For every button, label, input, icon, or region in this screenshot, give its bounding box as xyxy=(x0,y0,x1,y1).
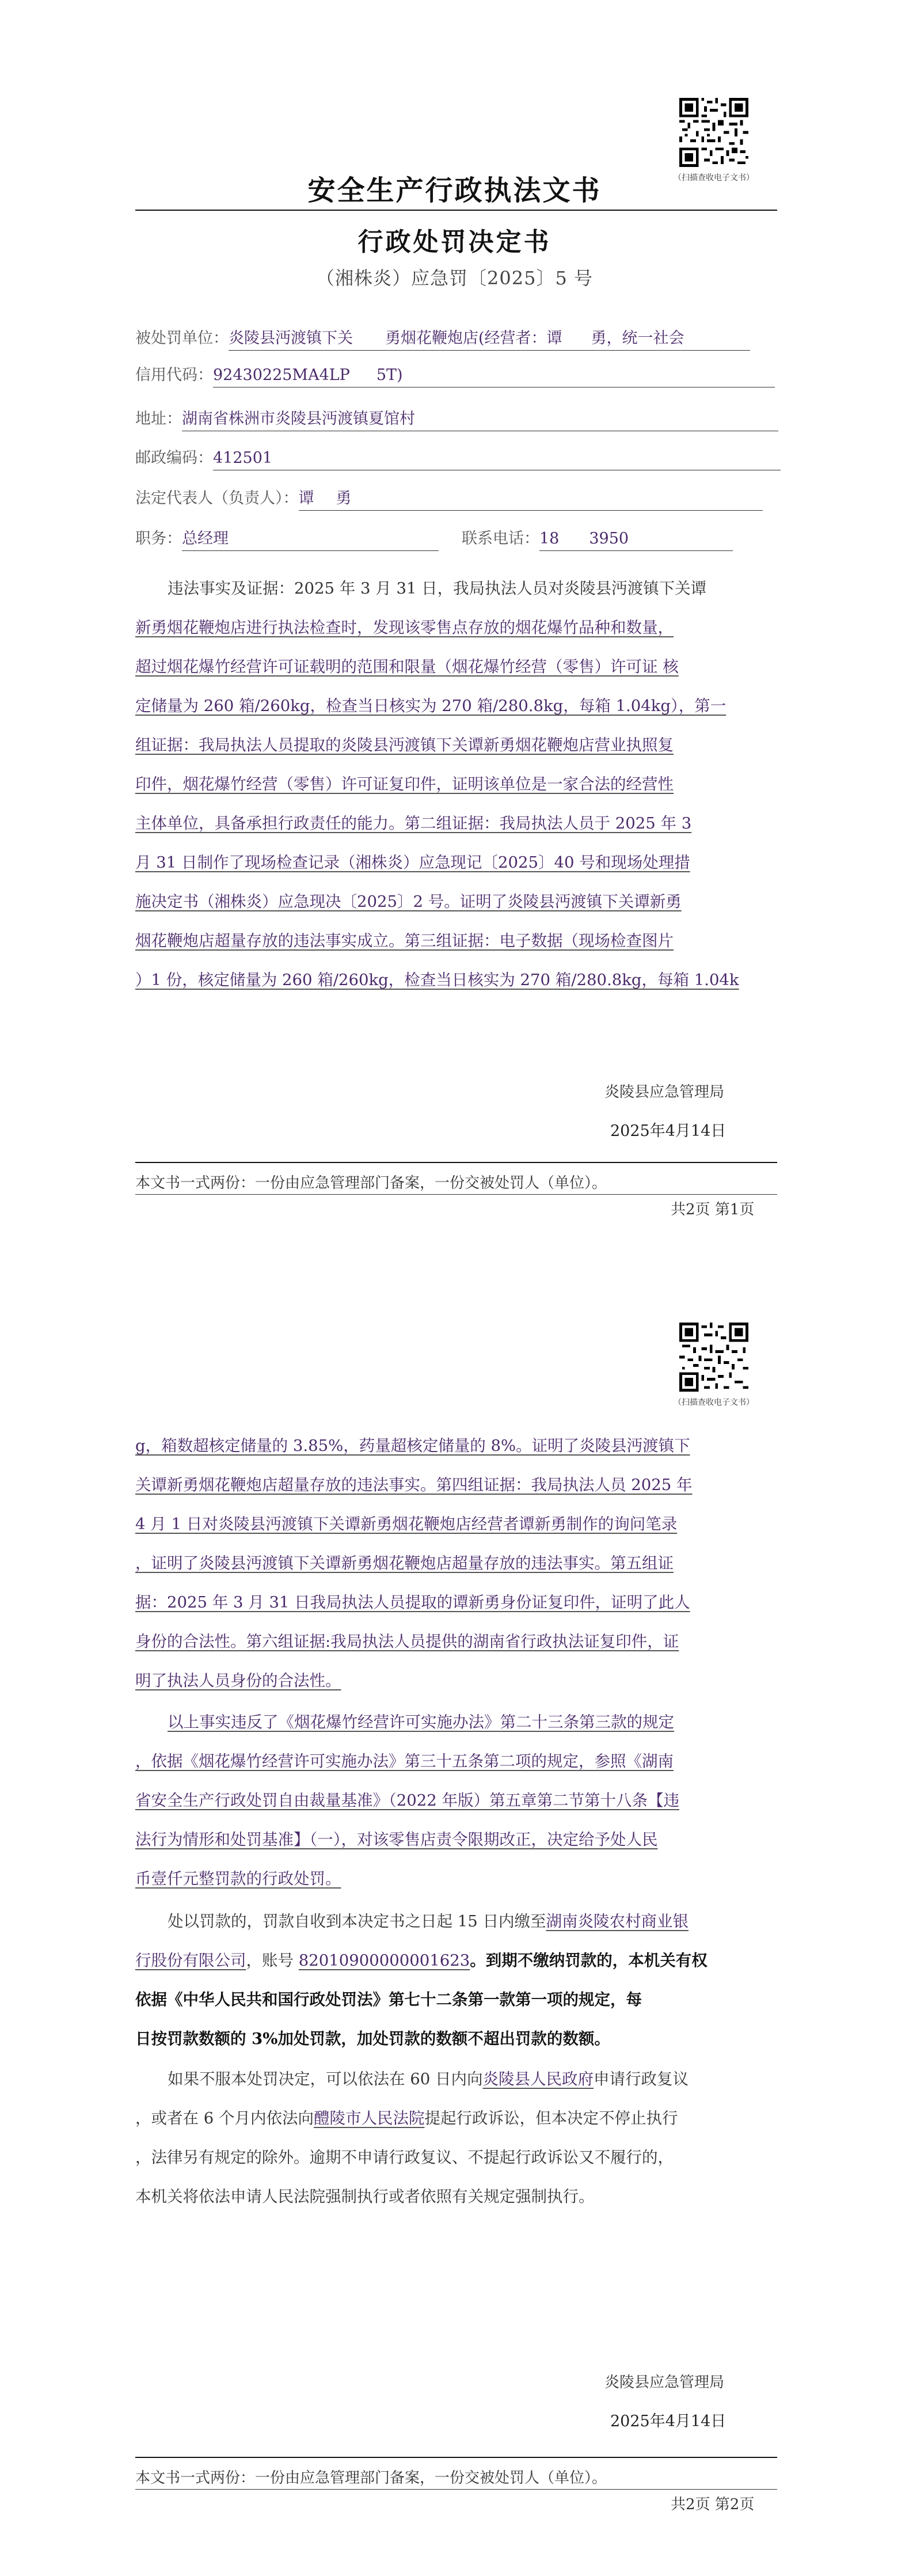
legal-rep-label: 法定代表人（负责人）： xyxy=(135,489,299,507)
legal-basis-line: ，依据《烟花爆竹经营许可实施办法》第三十五条第二项的规定，参照《湖南 xyxy=(135,1752,674,1770)
page-number: 共2页 第1页 xyxy=(671,1201,755,1218)
legal-rep-field xyxy=(135,487,763,511)
phone-label: 联系电话： xyxy=(462,530,539,548)
facts-evidence-paragraph xyxy=(135,569,777,1000)
facts-line: 印件，烟花爆竹经营（零售）许可证复印件，证明该单位是一家合法的经营性 xyxy=(135,775,674,793)
facts-line: g，箱数超核定储量的 3.85%，药量超核定储量的 8%。证明了炎陵县沔渡镇下 xyxy=(135,1437,690,1455)
document-page-2 xyxy=(0,1288,909,2576)
facts-line: 违法事实及证据：2025 年 3 月 31 日，我局执法人员对炎陵县沔渡镇下关谭 xyxy=(168,579,707,598)
appeal-line: ，法律另有规定的除外。逾期不申请行政复议、不提起行政诉讼又不履行的， xyxy=(135,2148,674,2167)
payment-paragraph xyxy=(135,1902,777,2058)
postcode-value: 412501 xyxy=(213,447,781,470)
address-value: 湖南省株洲市炎陵县沔渡镇夏馆村 xyxy=(182,408,778,431)
punished-party-field xyxy=(135,327,750,351)
facts-line: 施决定书（湘株炎）应急现决〔2025〕2 号。证明了炎陵县沔渡镇下关谭新勇 xyxy=(135,892,682,911)
facts-line: 明了执法人员身份的合法性。 xyxy=(135,1671,341,1690)
appeal-line: 本机关将依法申请人民法院强制执行或者依照有关规定强制执行。 xyxy=(135,2187,595,2206)
copies-footnote: 本文书一式两份：一份由应急管理部门备案，一份交被处罚人（单位）。 xyxy=(135,1175,607,1192)
facts-line: 主体单位，具备承担行政责任的能力。第二组证据：我局执法人员于 2025 年 3 xyxy=(135,814,692,833)
facts-line: 据：2025 年 3 月 31 日我局执法人员提取的谭新勇身份证复印件，证明了此人 xyxy=(135,1593,690,1612)
signature-date: 2025年4月14日 xyxy=(610,2412,727,2430)
court-name: 醴陵市人民法院 xyxy=(313,2109,425,2127)
facts-line: 超过烟花爆竹经营许可证载明的范围和限量（烟花爆竹经营（零售）许可证 核 xyxy=(135,658,679,676)
copies-footnote: 本文书一式两份：一份由应急管理部门备案，一份交被处罚人（单位）。 xyxy=(135,2469,607,2487)
postcode-field xyxy=(135,447,781,470)
position-label: 职务： xyxy=(135,530,182,548)
footer-divider-thin xyxy=(135,1194,777,1195)
footer-divider xyxy=(135,2457,777,2458)
payment-line: 处以罚款的，罚款自收到本决定书之日起 15 日内缴至湖南炎陵农村商业银 xyxy=(168,1912,689,1931)
payment-line: 行股份有限公司，账号 82010900000001623。到期不缴纳罚款的，本机关有权 xyxy=(135,1951,708,1970)
qr-code-icon xyxy=(679,98,748,167)
postcode-label: 邮政编码： xyxy=(135,449,213,467)
appeal-paragraph xyxy=(135,2060,777,2216)
legal-basis-paragraph xyxy=(135,1703,777,1898)
legal-rep-value: 谭 勇 xyxy=(299,487,763,511)
qr-caption: （扫描查收电子文书） xyxy=(674,173,754,183)
punished-party-label: 被处罚单位： xyxy=(135,329,229,347)
facts-line: 4 月 1 日对炎陵县沔渡镇下关谭新勇烟花鞭炮店经营者谭新勇制作的询问笔录 xyxy=(135,1515,678,1533)
appeal-line: 如果不服本处罚决定，可以依法在 60 日内向炎陵县人民政府申请行政复议 xyxy=(168,2070,689,2088)
legal-basis-line: 以上事实违反了《烟花爆竹经营许可实施办法》第二十三条第三款的规定 xyxy=(168,1713,674,1731)
facts-line: 新勇烟花鞭炮店进行执法检查时，发现该零售点存放的烟花爆竹品种和数量， xyxy=(135,618,674,637)
facts-line: 定储量为 260 箱/260kg，检查当日核实为 270 箱/280.8kg，每箱 1.04kg），第一 xyxy=(135,697,727,715)
footer-divider xyxy=(135,1162,777,1163)
credit-code-field xyxy=(135,364,775,387)
legal-basis-line: 法行为情形和处罚基准】（一），对该零售店责令限期改正，决定给予处人民 xyxy=(135,1830,658,1849)
account-number: 82010900000001623 xyxy=(298,1951,470,1970)
facts-line: 烟花鞭炮店超量存放的违法事实成立。第三组证据：电子数据（现场检查图片 xyxy=(135,932,674,950)
qr-caption: （扫描查收电子文书） xyxy=(674,1398,754,1407)
phone-value: 18 3950 xyxy=(539,527,733,551)
appeal-line: ，或者在 6 个月内依法向醴陵市人民法院提起行政诉讼，但本决定不停止执行 xyxy=(135,2109,678,2127)
qr-code-icon xyxy=(679,1323,748,1392)
review-authority: 炎陵县人民政府 xyxy=(482,2070,594,2088)
legal-basis-line: 币壹仟元整罚款的行政处罚。 xyxy=(135,1870,341,1888)
footer-divider-thin xyxy=(135,2489,777,2490)
facts-line: ，证明了炎陵县沔渡镇下关谭新勇烟花鞭炮店超量存放的违法事实。第五组证 xyxy=(135,1554,674,1572)
signature-date: 2025年4月14日 xyxy=(610,1122,727,1140)
legal-basis-line: 省安全生产行政处罚自由裁量基准》（2022 年版）第五章第二节第十八条【违 xyxy=(135,1791,679,1810)
punished-party-value: 炎陵县沔渡镇下关 勇烟花鞭炮店(经营者：谭 勇，统一社会 xyxy=(229,327,750,351)
bank-name: 湖南炎陵农村商业银 xyxy=(546,1912,689,1931)
payment-line: 日按罚款数额的 3%加处罚款，加处罚款的数额不超出罚款的数额。 xyxy=(135,2030,610,2048)
position-value: 总经理 xyxy=(182,527,439,551)
position-phone-field xyxy=(135,527,733,551)
document-title: 行政处罚决定书 xyxy=(357,227,552,257)
signature-organization: 炎陵县应急管理局 xyxy=(604,2374,725,2391)
facts-line: 关谭新勇烟花鞭炮店超量存放的违法事实。第四组证据：我局执法人员 2025 年 xyxy=(135,1476,693,1494)
address-label: 地址： xyxy=(135,410,182,428)
facts-line: 月 31 日制作了现场检查记录（湘株炎）应急现记〔2025〕40 号和现场处理措 xyxy=(135,853,690,872)
title-divider xyxy=(135,210,777,211)
payment-line: 依据《中华人民共和国行政处罚法》第七十二条第一款第一项的规定，每 xyxy=(135,1990,642,2009)
facts-line: 身份的合法性。第六组证据:我局执法人员提供的湖南省行政执法证复印件，证 xyxy=(135,1632,679,1651)
facts-line: 组证据：我局执法人员提取的炎陵县沔渡镇下关谭新勇烟花鞭炮店营业执照复 xyxy=(135,736,674,754)
credit-code-label: 信用代码： xyxy=(135,366,213,384)
credit-code-value: 92430225MA4LP 5T) xyxy=(213,364,775,387)
signature-organization: 炎陵县应急管理局 xyxy=(604,1084,725,1101)
facts-line: ）1 份，核定储量为 260 箱/260kg，检查当日核实为 270 箱/280.8kg，每箱 1.04k xyxy=(135,971,739,989)
address-field xyxy=(135,408,778,431)
facts-evidence-continued xyxy=(135,1426,777,1700)
bank-name-cont: 行股份有限公司 xyxy=(135,1951,246,1970)
document-number: （湘株炎）应急罚〔2025〕5 号 xyxy=(316,267,593,289)
page-number: 共2页 第2页 xyxy=(671,2496,755,2513)
banner-title: 安全生产行政执法文书 xyxy=(307,174,602,207)
